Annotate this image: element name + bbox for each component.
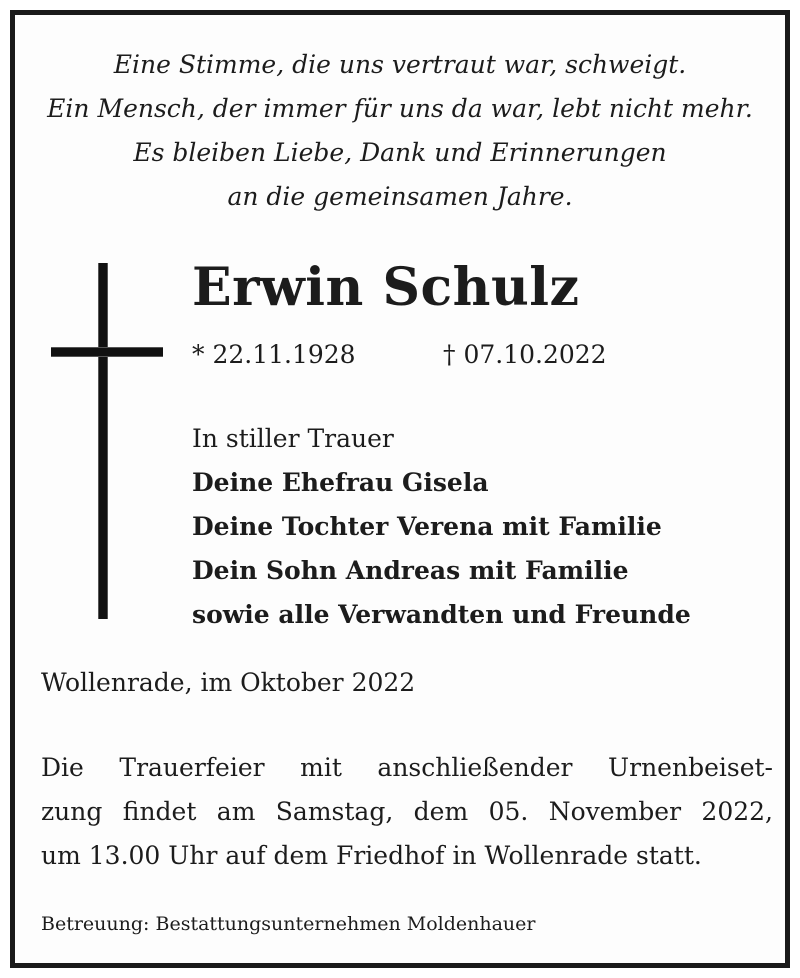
mourner-line: Deine Ehefrau Gisela [192, 468, 489, 497]
mourner-line: Deine Tochter Verena mit Familie [192, 512, 662, 541]
deceased-name: Erwin Schulz [192, 257, 580, 318]
service-line: zung findet am Samstag, dem 05. November 2022, [41, 797, 773, 826]
poem-line: an die gemeinsamen Jahre. [227, 182, 573, 211]
obituary-notice [10, 10, 790, 968]
cross-vertical-beam [98, 263, 108, 619]
service-line: um 13.00 Uhr auf dem Friedhof in Wollenrade statt. [41, 841, 702, 870]
poem-line: Eine Stimme, die uns vertraut war, schweigt. [113, 50, 687, 79]
funeral-home-note: Betreuung: Bestattungsunternehmen Moldenhauer [41, 913, 536, 935]
death-date: † 07.10.2022 [443, 340, 607, 369]
mourner-line: Dein Sohn Andreas mit Familie [192, 556, 629, 585]
memorial-poem [15, 43, 785, 219]
cross-icon [51, 263, 163, 619]
service-line: Die Trauerfeier mit anschließender Urnenbeiset- [41, 753, 773, 782]
mourners-block [192, 417, 691, 637]
poem-line: Es bleiben Liebe, Dank und Erinnerungen [133, 138, 667, 167]
funeral-service-info [41, 746, 773, 878]
cross-horizontal-beam [51, 347, 163, 357]
birth-date: * 22.11.1928 [192, 340, 356, 369]
mourner-line: sowie alle Verwandten und Freunde [192, 600, 691, 629]
place-date: Wollenrade, im Oktober 2022 [41, 668, 416, 697]
mourners-intro: In stiller Trauer [192, 424, 394, 453]
poem-line: Ein Mensch, der immer für uns da war, lebt nicht mehr. [47, 94, 753, 123]
